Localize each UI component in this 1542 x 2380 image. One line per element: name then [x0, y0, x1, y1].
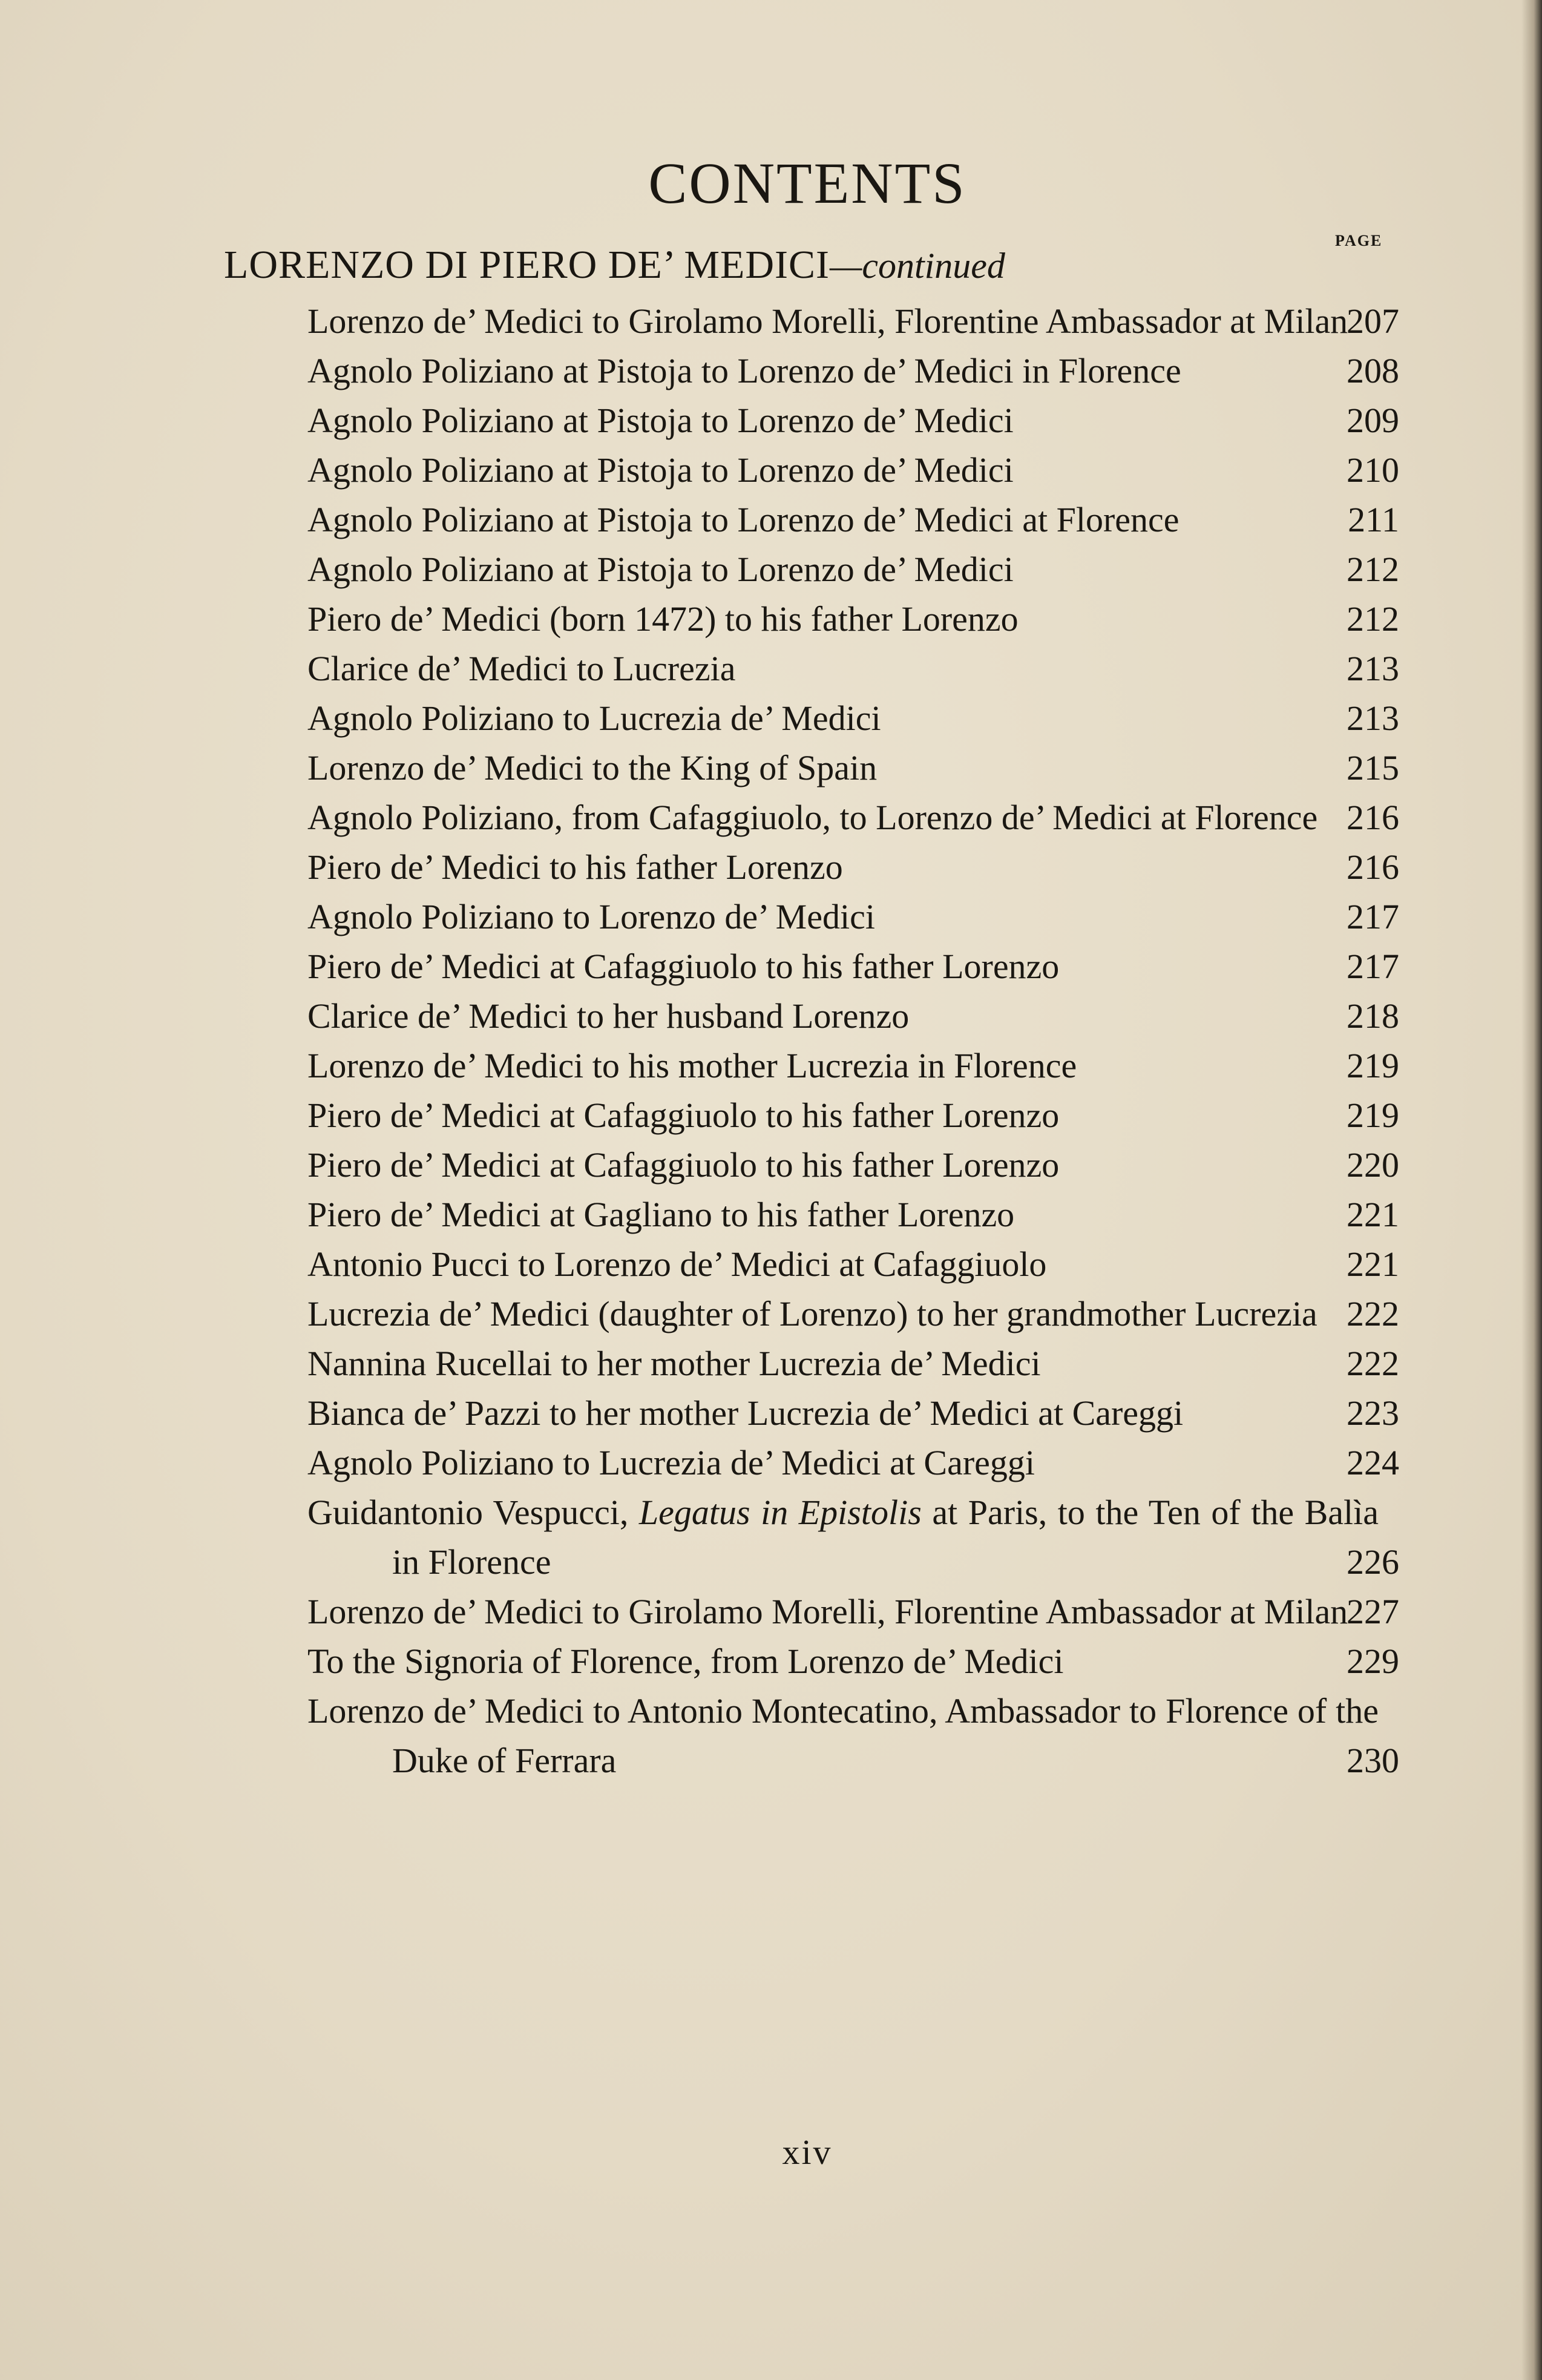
entry-title: Piero de’ Medici to his father Lorenzo	[307, 847, 843, 887]
entry-title: Lucrezia de’ Medici (daughter of Lorenzo) to her grandmother Lucrezia	[307, 1294, 1317, 1333]
contents-entry	[307, 545, 1397, 594]
entry-title-italic: Legatus in Epistolis	[638, 1493, 922, 1532]
entry-title: Lorenzo de’ Medici to Antonio Montecatino, Ambassador to Florence of the Duke of Ferrara	[307, 1691, 1379, 1780]
entry-page-number: 230	[1347, 1741, 1399, 1780]
entry-page-number: 220	[1347, 1145, 1399, 1185]
entry-title: To the Signoria of Florence, from Lorenzo de’ Medici	[307, 1642, 1064, 1681]
contents-entry	[307, 1587, 1397, 1637]
contents-entry	[307, 1140, 1397, 1190]
contents-entry	[307, 297, 1397, 346]
entry-page-number: 210	[1347, 450, 1399, 490]
contents-entry	[307, 892, 1397, 942]
entry-title: Piero de’ Medici at Cafaggiuolo to his father Lorenzo	[307, 947, 1060, 986]
entry-title-part: Guidantonio Vespucci,	[307, 1493, 639, 1532]
contents-entry	[307, 1389, 1397, 1438]
contents-entry	[307, 694, 1397, 743]
contents-entry	[307, 743, 1397, 793]
contents-entry	[307, 1488, 1397, 1587]
entry-page-number: 229	[1347, 1642, 1399, 1681]
contents-entry	[307, 644, 1397, 694]
entry-page-number: 221	[1347, 1195, 1399, 1234]
contents-entry	[307, 1339, 1397, 1389]
entry-page-number: 209	[1347, 401, 1399, 440]
contents-entry	[307, 1438, 1397, 1488]
entry-page-number: 217	[1347, 947, 1399, 986]
entry-title: Agnolo Poliziano to Lorenzo de’ Medici	[307, 897, 875, 936]
folio-number: xiv	[782, 2132, 833, 2172]
contents-entry	[307, 1686, 1397, 1786]
contents-list	[307, 297, 1397, 1786]
contents-entry	[307, 1190, 1397, 1240]
entry-page-number: 223	[1347, 1393, 1399, 1433]
entry-page-number: 213	[1347, 649, 1399, 688]
contents-entry	[307, 1289, 1397, 1339]
page-edge-shadow	[1521, 0, 1542, 2380]
entry-page-number: 217	[1347, 897, 1399, 936]
entry-title: Agnolo Poliziano at Pistoja to Lorenzo de’ Medici	[307, 401, 1014, 440]
entry-title: Nannina Rucellai to her mother Lucrezia de’ Medici	[307, 1344, 1041, 1383]
entry-title: Clarice de’ Medici to her husband Lorenzo	[307, 996, 910, 1036]
entry-title: Piero de’ Medici (born 1472) to his father Lorenzo	[307, 599, 1019, 639]
entry-page-number: 216	[1347, 847, 1399, 887]
entry-title: Piero de’ Medici at Gagliano to his father Lorenzo	[307, 1195, 1015, 1234]
entry-title: Agnolo Poliziano at Pistoja to Lorenzo de’ Medici	[307, 550, 1014, 589]
entry-title	[307, 1488, 1379, 1587]
entry-title: Piero de’ Medici at Cafaggiuolo to his father Lorenzo	[307, 1145, 1060, 1185]
page-title: CONTENTS	[648, 151, 966, 215]
section-heading-continued: —continued	[829, 246, 1005, 286]
entry-page-number: 227	[1347, 1592, 1399, 1631]
contents-entry	[307, 1041, 1397, 1091]
contents-entry	[307, 942, 1397, 991]
entry-page-number: 218	[1347, 996, 1399, 1036]
entry-title: Lorenzo de’ Medici to the King of Spain	[307, 748, 878, 787]
contents-entry	[307, 991, 1397, 1041]
entry-title: Agnolo Poliziano at Pistoja to Lorenzo de’ Medici	[307, 450, 1014, 490]
contents-entry	[307, 445, 1397, 495]
contents-entry	[307, 594, 1397, 644]
contents-entry	[307, 346, 1397, 396]
contents-entry	[307, 495, 1397, 545]
contents-entry	[307, 793, 1397, 843]
contents-entry	[307, 396, 1397, 445]
entry-page-number: 222	[1347, 1344, 1399, 1383]
entry-title: Lorenzo de’ Medici to his mother Lucrezia in Florence	[307, 1046, 1077, 1085]
entry-title: Clarice de’ Medici to Lucrezia	[307, 649, 736, 688]
entry-page-number: 215	[1347, 748, 1399, 787]
section-heading-name: LORENZO DI PIERO DE’ MEDICI	[224, 243, 830, 287]
entry-page-number: 226	[1347, 1542, 1399, 1582]
entry-title: Piero de’ Medici at Cafaggiuolo to his father Lorenzo	[307, 1096, 1060, 1135]
entry-title: Agnolo Poliziano to Lucrezia de’ Medici	[307, 699, 881, 738]
entry-title: Agnolo Poliziano at Pistoja to Lorenzo de’ Medici at Florence	[307, 500, 1179, 539]
entry-page-number: 216	[1347, 798, 1399, 837]
entry-page-number: 224	[1347, 1443, 1399, 1482]
entry-page-number: 213	[1347, 699, 1399, 738]
entry-page-number: 219	[1347, 1096, 1399, 1135]
entry-page-number: 208	[1347, 351, 1399, 390]
page-column-label: PAGE	[1335, 232, 1383, 249]
entry-title: Lorenzo de’ Medici to Girolamo Morelli, Florentine Ambassador at Milan	[307, 301, 1348, 341]
entry-page-number: 221	[1347, 1244, 1399, 1284]
entry-page-number: 212	[1347, 599, 1399, 639]
contents-entry	[307, 1637, 1397, 1686]
entry-title: Agnolo Poliziano to Lucrezia de’ Medici at Careggi	[307, 1443, 1035, 1482]
entry-title: Lorenzo de’ Medici to Girolamo Morelli, Florentine Ambassador at Milan	[307, 1592, 1348, 1631]
contents-entry	[307, 843, 1397, 892]
entry-title: Agnolo Poliziano, from Cafaggiuolo, to Lorenzo de’ Medici at Florence	[307, 798, 1318, 837]
entry-title: Agnolo Poliziano at Pistoja to Lorenzo de’ Medici in Florence	[307, 351, 1181, 390]
section-heading	[224, 245, 1005, 285]
entry-page-number: 222	[1347, 1294, 1399, 1333]
entry-page-number: 212	[1347, 550, 1399, 589]
entry-page-number: 207	[1347, 301, 1399, 341]
entry-title: Antonio Pucci to Lorenzo de’ Medici at Cafaggiuolo	[307, 1244, 1047, 1284]
entry-title-part: at Paris, to the Ten of the Balìa in Florence	[392, 1493, 1379, 1582]
entry-page-number: 219	[1347, 1046, 1399, 1085]
contents-entry	[307, 1240, 1397, 1289]
entry-page-number: 211	[1348, 500, 1399, 539]
entry-title: Bianca de’ Pazzi to her mother Lucrezia de’ Medici at Careggi	[307, 1393, 1184, 1433]
contents-entry	[307, 1091, 1397, 1140]
